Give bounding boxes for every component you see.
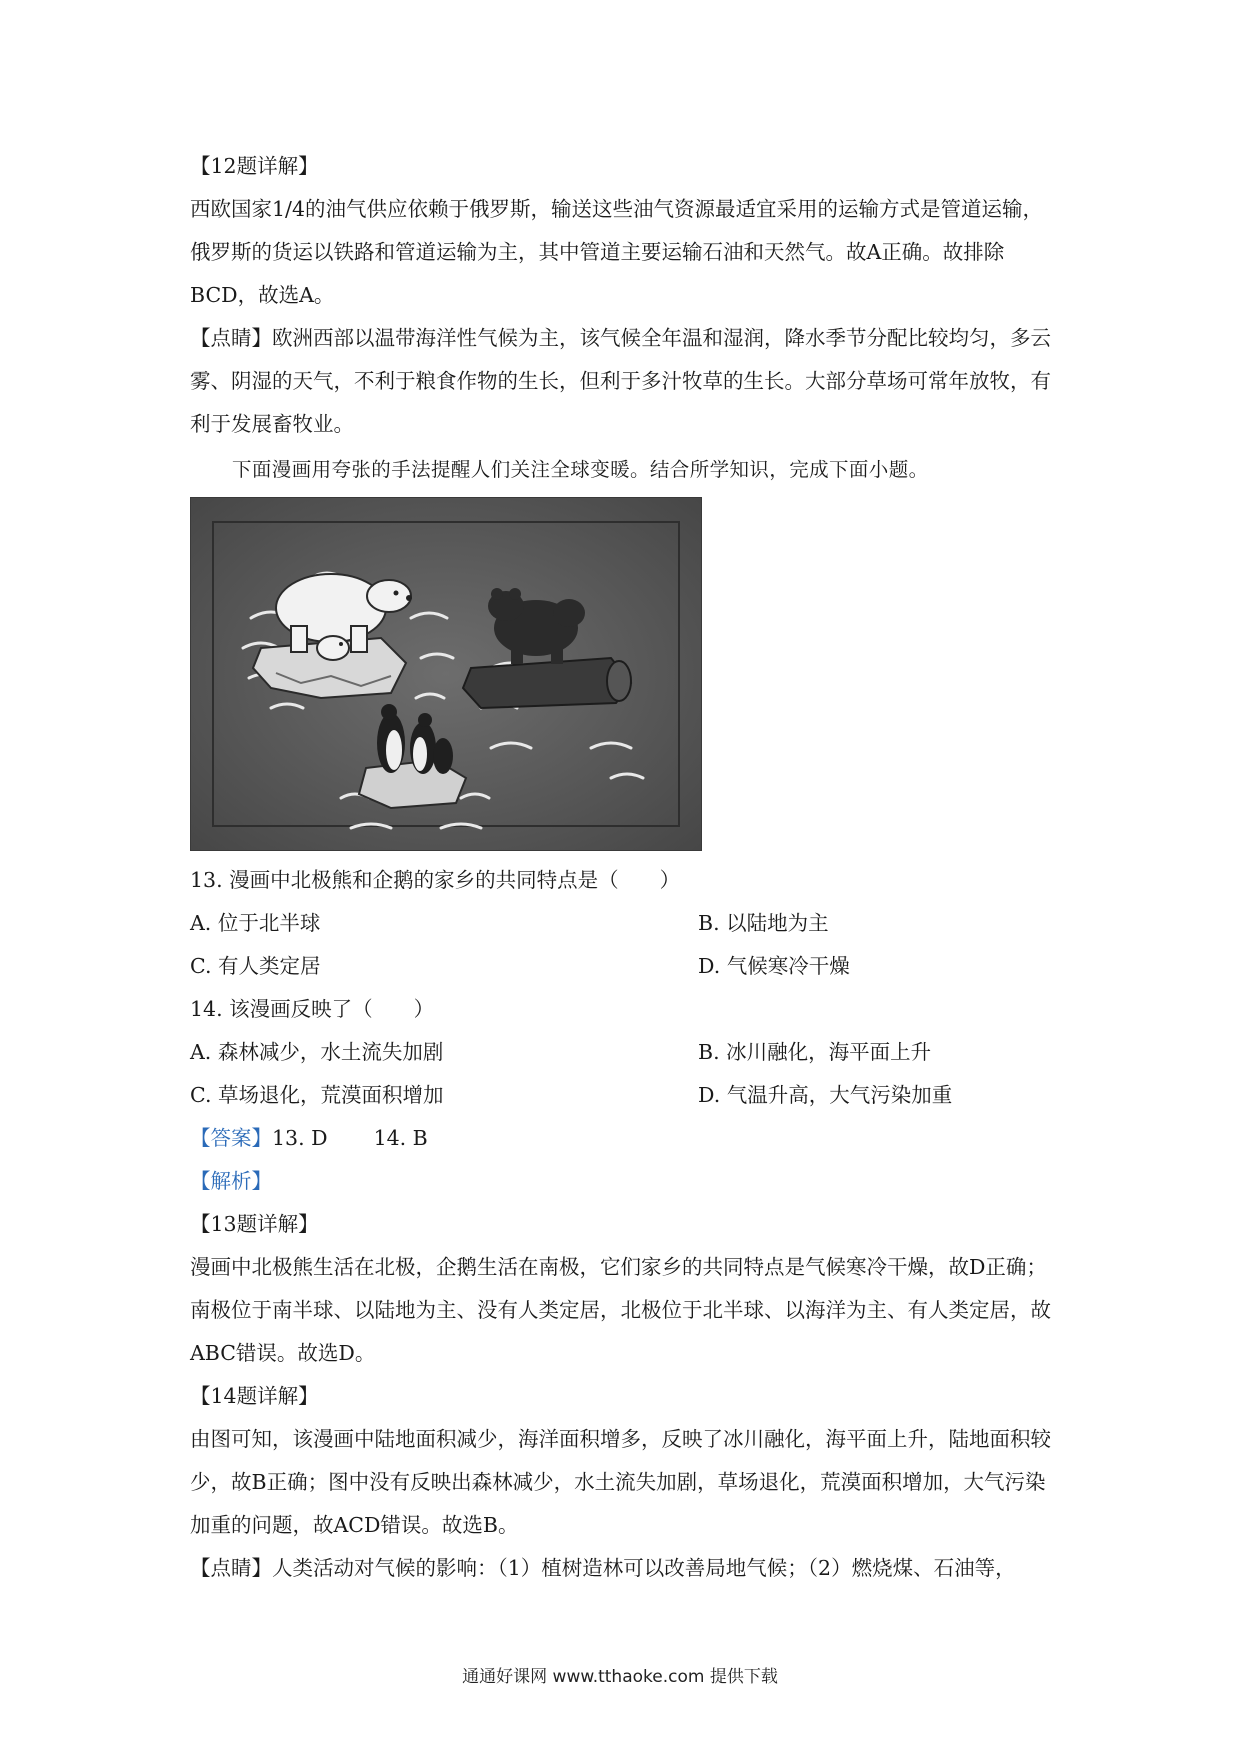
answer-14: 14. B [373, 1126, 428, 1150]
q13-detail-heading: 【13题详解】 [190, 1212, 319, 1236]
analysis-label: 【解析】 [190, 1169, 272, 1193]
answer-13: 13. D [272, 1126, 328, 1150]
q14-detail-heading: 【14题详解】 [190, 1384, 319, 1408]
tip-text: 欧洲西部以温带海洋性气候为主，该气候全年温和湿润，降水季节分配比较均匀，多云雾、阴湿的天气，不利于粮食作物的生长，但利于多汁牧草的生长。大部分草场可常年放牧，有利于发展畜牧业。 [190, 326, 1051, 436]
answer-label: 【答案】 [190, 1126, 272, 1150]
q13-option-d: D. 气候寒冷干燥 [698, 954, 850, 978]
tip-label: 【点睛】 [190, 326, 272, 350]
tip-paragraph-2 [190, 1547, 1060, 1590]
q14-option-c: C. 草场退化，荒漠面积增加 [190, 1083, 444, 1107]
q14-option-b: B. 冰川融化，海平面上升 [698, 1040, 932, 1064]
q14-detail-text: 由图可知，该漫画中陆地面积减少，海洋面积增多，反映了冰川融化，海平面上升，陆地面积较少，故B正确；图中没有反映出森林减少，水土流失加剧，草场退化，荒漠面积增加，大气污染加重的问题，故ACD错误。故选B。 [190, 1427, 1051, 1537]
q13-option-c: C. 有人类定居 [190, 954, 321, 978]
q13-options-row-1 [190, 902, 1060, 945]
q13-option-a: A. 位于北半球 [190, 911, 321, 935]
document-body [190, 145, 1060, 1590]
q13-option-b: B. 以陆地为主 [698, 911, 829, 935]
q12-detail-heading: 【12题详解】 [190, 154, 319, 178]
q13-detail-text: 漫画中北极熊生活在北极，企鹅生活在南极，它们家乡的共同特点是气候寒冷干燥，故D正确；南极位于南半球、以陆地为主、没有人类定居，北极位于北半球、以海洋为主、有人类定居，故ABC错误。故选D。 [190, 1255, 1051, 1365]
q13-stem: 13. 漫画中北极熊和企鹅的家乡的共同特点是（ ） [190, 868, 681, 892]
question-intro: 下面漫画用夸张的手法提醒人们关注全球变暖。结合所学知识，完成下面小题。 [232, 458, 929, 481]
q13-options-row-2 [190, 945, 1060, 988]
cartoon-illustration [191, 498, 701, 850]
tip-label: 【点睛】 [190, 1556, 272, 1580]
answer-line [190, 1117, 1060, 1160]
q14-options-row-1 [190, 1031, 1060, 1074]
q14-option-a: A. 森林减少，水土流失加剧 [190, 1040, 444, 1064]
q14-stem: 14. 该漫画反映了（ ） [190, 997, 435, 1021]
page-footer: 通通好课网 www.tthaoke.com 提供下载 [462, 1667, 778, 1687]
tip-text: 人类活动对气候的影响：（1）植树造林可以改善局地气候；（2）燃烧煤、石油等， [272, 1556, 1016, 1580]
global-warming-cartoon [190, 497, 702, 851]
q14-options-row-2 [190, 1074, 1060, 1117]
tip-paragraph-1 [190, 317, 1060, 446]
q14-option-d: D. 气温升高，大气污染加重 [698, 1083, 953, 1107]
q12-detail-text: 西欧国家1/4的油气供应依赖于俄罗斯，输送这些油气资源最适宜采用的运输方式是管道运输，俄罗斯的货运以铁路和管道运输为主，其中管道主要运输石油和天然气。故A正确。故排除BCD，故选A。 [190, 197, 1043, 307]
